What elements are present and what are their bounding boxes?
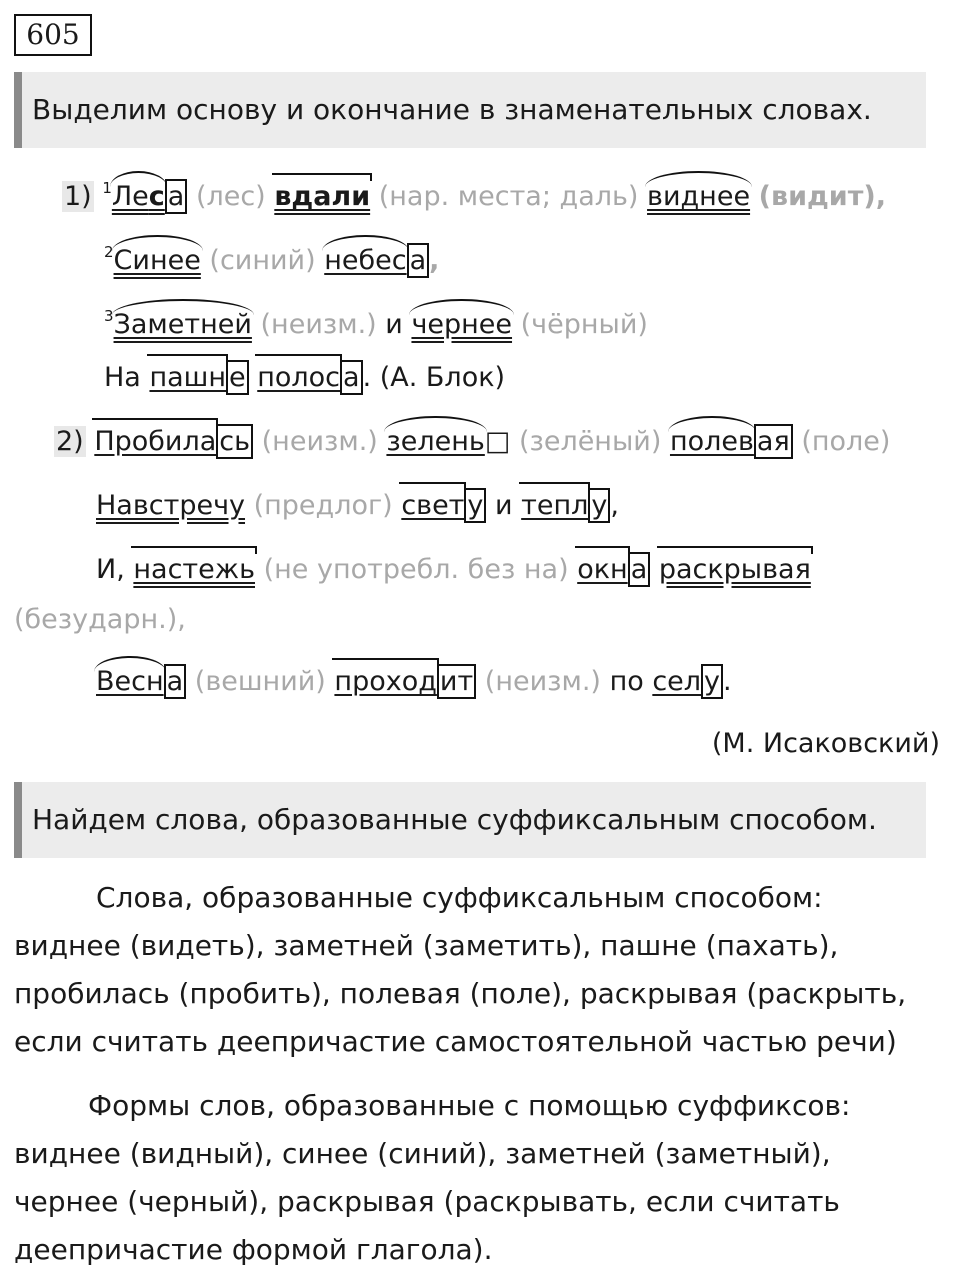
section-title-text: Выделим основу и окончание в знаменательных словах. <box>32 93 872 126</box>
word-svetu: свет <box>401 486 464 526</box>
note: (неизм.) <box>261 426 378 457</box>
word-na: На <box>104 362 141 393</box>
word-lesa: Лес <box>112 177 165 217</box>
ending: ая <box>754 424 793 459</box>
footnote-marker: 1 <box>102 179 112 197</box>
footnote-marker: 3 <box>104 307 114 325</box>
ending: а <box>340 360 363 395</box>
word-probilas: Пробила <box>94 422 216 462</box>
para2-line2: виднее (видный), синее (синий), заметней (заметный), <box>14 1137 831 1170</box>
word-sinee: Синее <box>114 241 201 281</box>
section-title-text: Найдем слова, образованные суффиксальным способом. <box>32 803 877 836</box>
word-pashne: пашн <box>149 358 226 398</box>
poem2-label: 2) <box>56 426 84 457</box>
para1-line4: если считать деепричастие самостоятельной частью речи) <box>14 1025 897 1058</box>
ending: а <box>165 179 188 214</box>
word-prokhodit: проход <box>334 662 436 702</box>
note: (предлог) <box>253 490 393 521</box>
ending: а <box>164 664 187 699</box>
word-i: И, <box>96 554 125 585</box>
para2-line4: деепричастие формой глагола). <box>14 1233 493 1266</box>
word-navstrechu: Навстречу <box>96 490 246 521</box>
word-nastezh: настежь <box>133 550 255 590</box>
poem1-line2: $^2$ Синее (синий) небес а , <box>104 232 439 281</box>
note: (зелёный) <box>518 426 662 457</box>
poem2-line3-note: (безударн.), <box>14 604 186 635</box>
section-title-stem-ending <box>14 72 926 148</box>
word-okna: окн <box>577 550 627 590</box>
exercise-number: 605 <box>14 14 92 56</box>
note: (не употребл. без на) <box>263 554 569 585</box>
note: (неизм.) <box>260 309 377 340</box>
para1-line3: пробилась (пробить), полевая (поле), раскрывая (раскрыть, <box>14 977 907 1010</box>
note: (поле) <box>801 426 891 457</box>
word-vdali: вдали <box>274 177 370 217</box>
para2-line1: Формы слов, образованные с помощью суффиксов: <box>88 1089 851 1122</box>
poem2-line2: Навстречу (предлог) свет у и тепл у , <box>96 486 619 526</box>
word-po: по <box>609 666 644 697</box>
note: (чёрный) <box>520 309 648 340</box>
note: (видит), <box>758 181 886 212</box>
conj: и <box>495 490 513 521</box>
poem1-line1 <box>62 168 886 217</box>
para1-line2: виднее (видеть), заметней (заметить), пашне (пахать), <box>14 929 839 962</box>
section-title-suffix <box>14 782 926 858</box>
note: (синий) <box>209 245 316 276</box>
ending: а <box>628 552 651 587</box>
attribution: . (А. Блок) <box>362 362 506 393</box>
word-selu: сел <box>652 666 702 697</box>
word-raskryvaya: раскрывая <box>659 550 811 590</box>
ending: а <box>407 243 430 278</box>
word-polosa: полос <box>257 358 340 398</box>
note: (нар. места; даль) <box>378 181 639 212</box>
note: (вешний) <box>194 666 326 697</box>
word-polevaya: полев <box>670 422 754 462</box>
poem1-label: 1) <box>64 181 92 212</box>
ending: у <box>464 488 486 523</box>
word-vidnee: виднее <box>647 177 750 217</box>
poem2-author: (М. Исаковский) <box>711 728 940 759</box>
conj: и <box>385 309 403 340</box>
word-teplu: тепл <box>521 486 588 526</box>
word-chernee: чернее <box>411 305 512 345</box>
para2-line3: чернее (черный), раскрывая (раскрывать, если считать <box>14 1185 840 1218</box>
footnote-marker: 2 <box>104 243 114 261</box>
word-zelen: зелень <box>386 422 484 462</box>
ending: сь <box>216 424 253 459</box>
word-vesna: Весн <box>96 662 164 702</box>
word-nebesa: небес <box>324 241 406 281</box>
poem1-line3 <box>104 296 648 345</box>
empty-ending-box: □ <box>484 426 511 457</box>
para1-line1: Слова, образованные суффиксальным способом: <box>96 881 823 914</box>
poem2-line1 <box>54 422 890 462</box>
note: (неизм.) <box>484 666 601 697</box>
note: (лес) <box>195 181 266 212</box>
ending: у <box>588 488 610 523</box>
poem1-line4 <box>104 358 505 398</box>
word-zametnei: Заметней <box>114 305 252 345</box>
ending: е <box>226 360 249 395</box>
ending: у <box>701 664 723 699</box>
ending: ит <box>437 664 476 699</box>
poem2-line4: Весн а (вешний) проход ит (неизм.) по сел у . <box>96 662 732 702</box>
poem2-line3 <box>96 550 811 590</box>
